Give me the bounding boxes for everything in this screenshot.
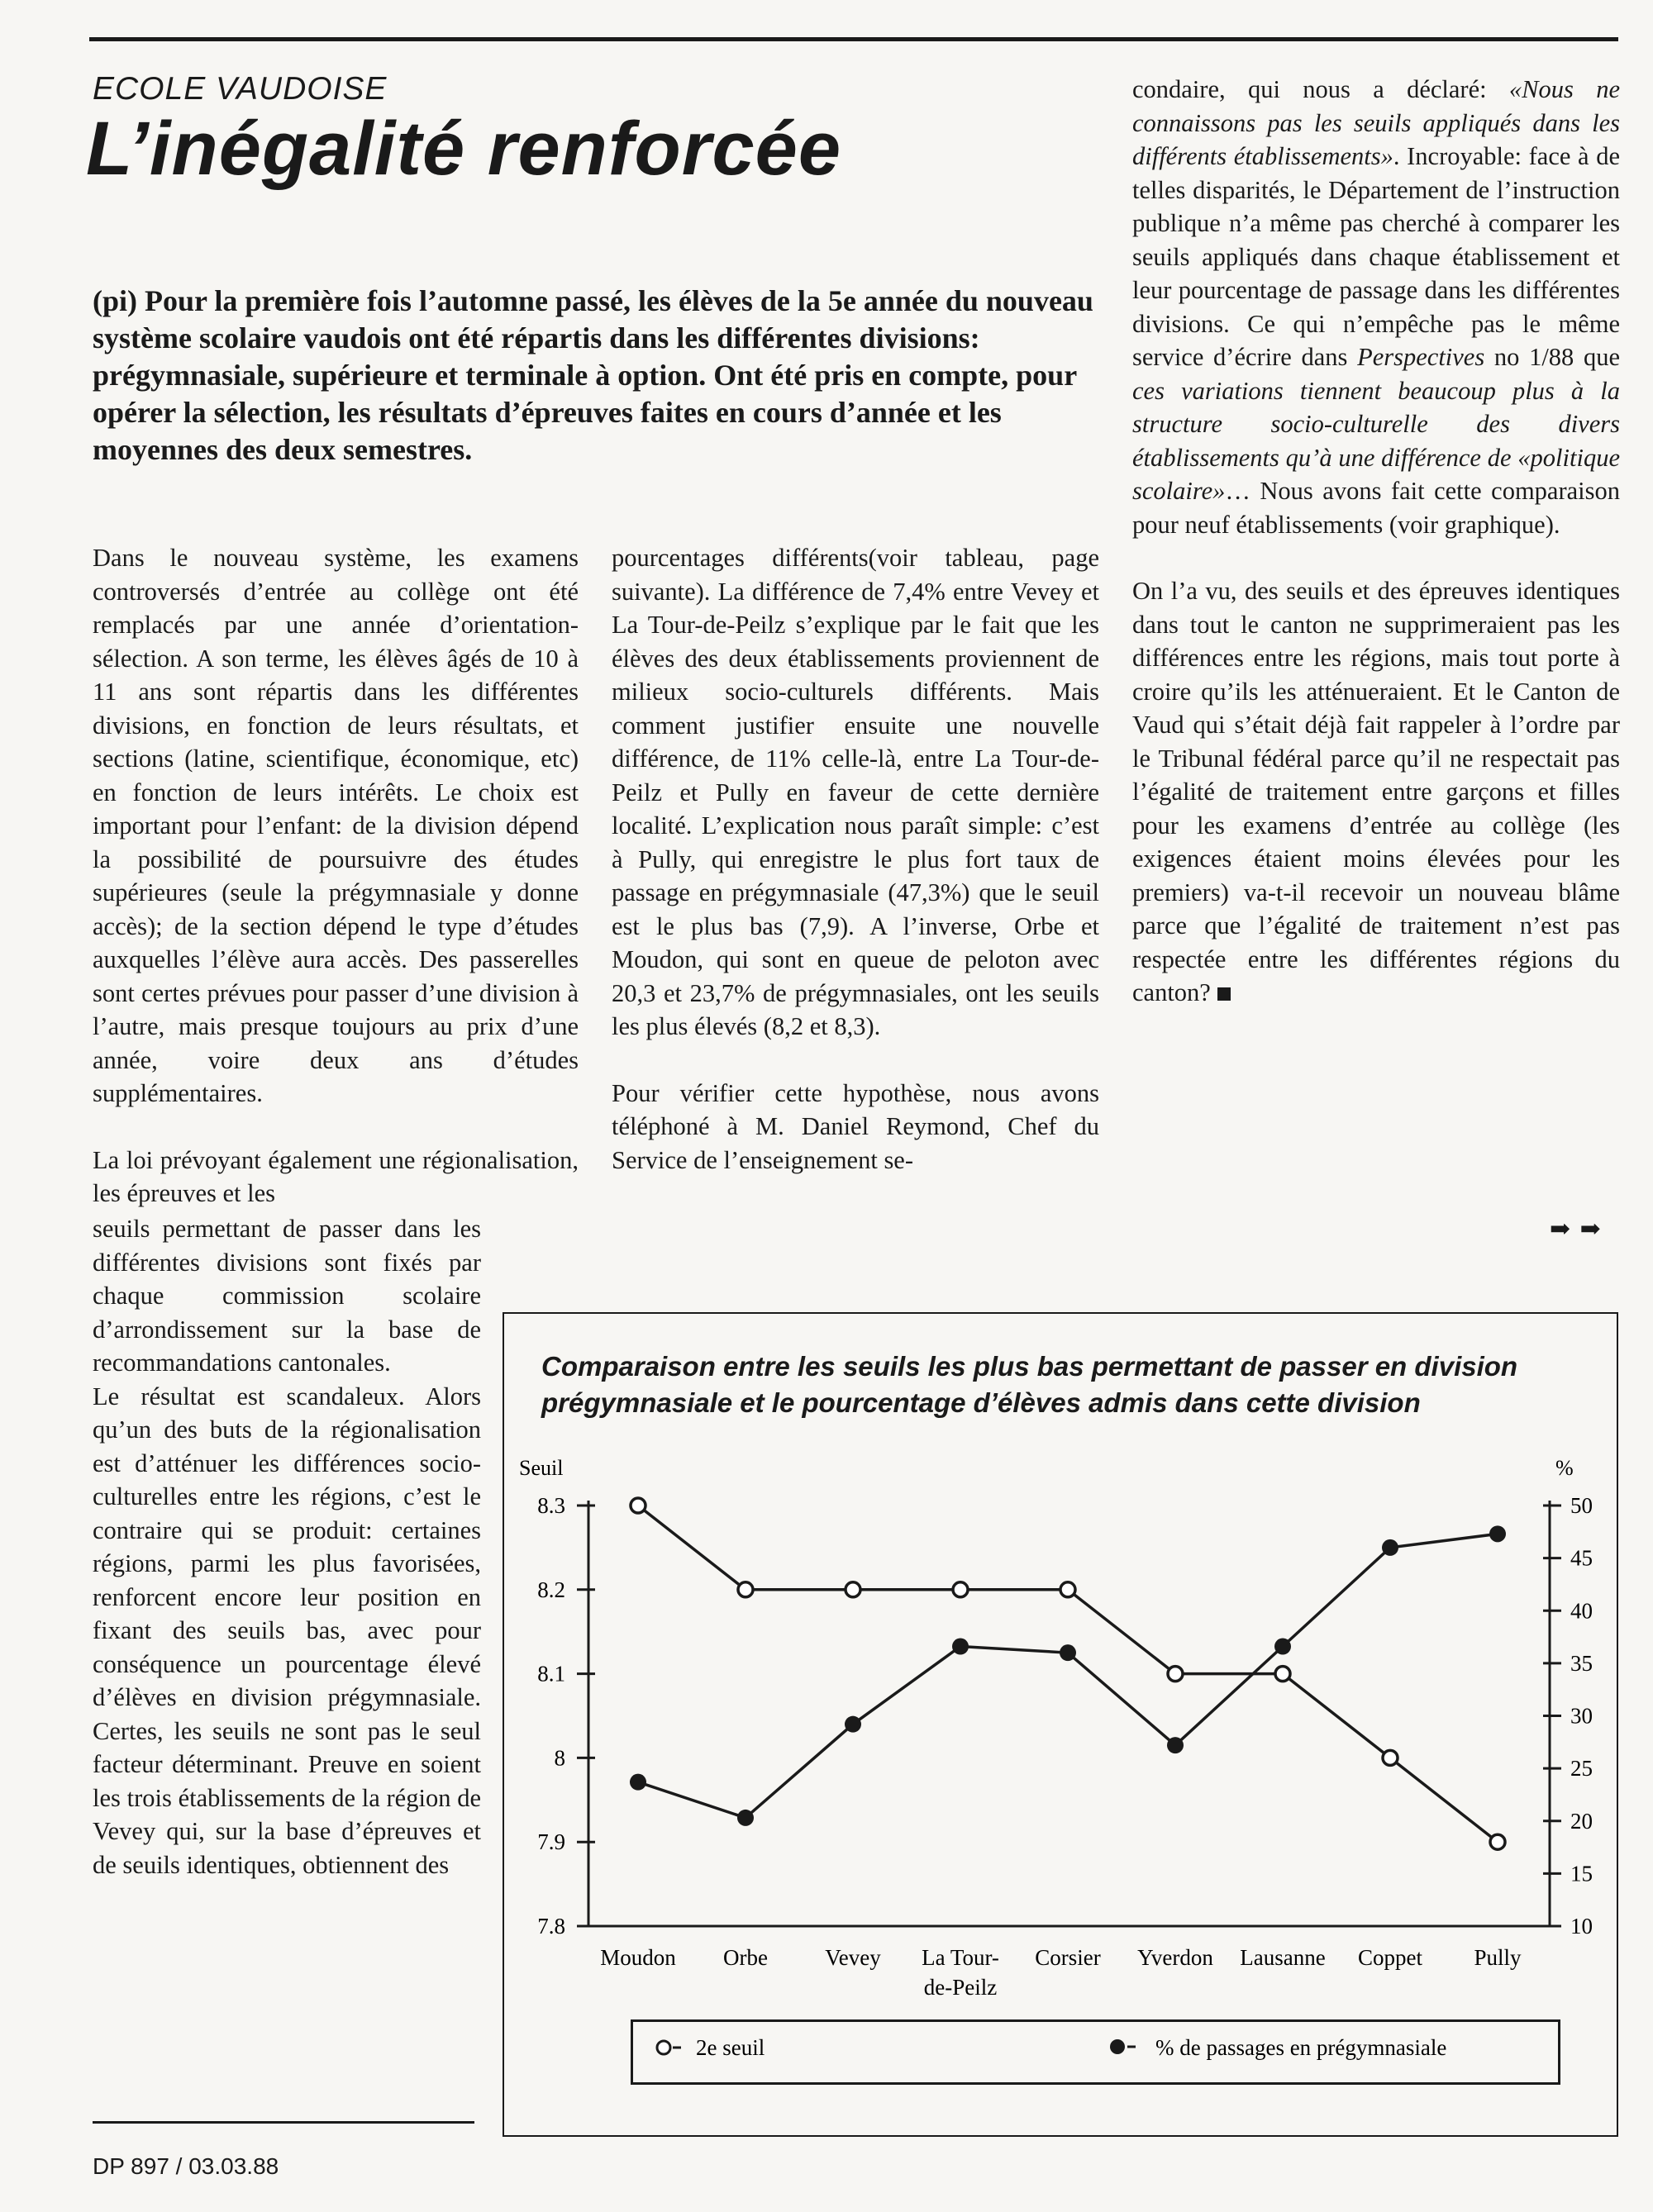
percent-series-line xyxy=(638,1534,1498,1818)
text-run: … Nous avons fait cette comparaison pour neuf établissements (voir graphique). xyxy=(1132,477,1620,539)
article-title: L’inégalité renforcée xyxy=(86,107,842,191)
right-axis-tick-label: 10 xyxy=(1570,1914,1593,1938)
seuil-data-point xyxy=(1275,1667,1290,1682)
body-paragraph: La loi prévoyant également une régionalisation, les épreuves et les xyxy=(93,1145,579,1207)
seuil-data-point xyxy=(631,1498,645,1513)
seuil-data-point xyxy=(1383,1750,1398,1765)
seuil-data-point xyxy=(953,1582,968,1597)
quote: «Nous ne connaissons pas les seuils appliqués dans les différents établissements» xyxy=(1132,75,1620,170)
x-axis-category-label: Vevey xyxy=(825,1945,881,1970)
percent-data-point xyxy=(1060,1644,1076,1661)
body-paragraph: Le résultat est scandaleux. Alors qu’un des buts de la régionalisation est d’atténuer les différences socio-culturelles entre les régions, c’est le contraire qui se produit: certaines régions, parmi les plus favorisées, renforcent encore leur position en fixant des seuils bas, avec pour conséquence un pourcentage élevé d’élèves en division prégymnasiale. Certes, les seuils ne sont pas le seul facteur déterminant. Preuve en soient les trois établissements de la région de Vevey qui, sur la base d’épreuves et de seuils identiques, obtiennent des xyxy=(93,1382,481,1879)
section-kicker: ECOLE VAUDOISE xyxy=(93,71,388,107)
percent-data-point xyxy=(1382,1539,1398,1556)
percent-data-point xyxy=(1167,1737,1184,1753)
body-paragraph: Dans le nouveau système, les examens controversés d’entrée au collège ont été remplacés par une année d’orientation-sélection. A son terme, les élèves âgés de 10 à 11 ans sont répartis dans les différentes divisions, en fonction de leurs résultats, et sections (latine, scientifique, économique, etc) en fonction de leurs intérêts. Le choix est important pour l’enfant: de la division dépend la possibilité de poursuivre des études supérieures (seule la prégymnasiale y donne accès); de la section dépend le type d’études auxquelles l’élève aura accès. Des passerelles sont certes prévues pour passer d’une division à l’autre, mais presque toujours au prix d’une année, voire deux ans d’études supplémentaires. xyxy=(93,544,579,1107)
body-paragraph: Pour vérifier cette hypothèse, nous avons téléphoné à M. Daniel Reymond, Chef du Service de l’enseignement se- xyxy=(612,1078,1099,1174)
x-axis-category-label: de-Peilz xyxy=(923,1975,998,2000)
left-axis-label: Seuil xyxy=(519,1456,564,1480)
right-axis-tick-label: 35 xyxy=(1570,1650,1593,1676)
right-axis-tick-label: 45 xyxy=(1570,1545,1593,1571)
x-axis-category-label: Corsier xyxy=(1035,1945,1101,1970)
legend-label-percent: % de passages en prégymnasiale xyxy=(1155,2035,1447,2060)
left-axis-tick-label: 8.1 xyxy=(537,1661,565,1686)
seuil-data-point xyxy=(1168,1667,1183,1682)
x-axis-category-label: La Tour- xyxy=(922,1945,999,1970)
legend-label-seuil: 2e seuil xyxy=(696,2035,765,2060)
body-paragraph: pourcentages différents(voir tableau, page suivante). La différence de 7,4% entre Vevey et La Tour-de-Peilz s’explique par le fait que les élèves des deux établissements proviennent de milieux socio-culturels différents. Mais comment justifier ensuite une nouvelle différence, de 11% celle-là, entre La Tour-de-Peilz et Pully en faveur de cette dernière localité. L’explication nous paraît simple: c’est à Pully, qui enregistre le plus fort taux de passage en prégymnasiale (47,3%) que le seuil est le plus bas (7,9). A l’inverse, Orbe et Moudon, qui sont en queue de peloton avec 20,3 et 23,7% de prégymnasiales, ont les seuils les plus élevés (8,2 et 8,3). xyxy=(612,544,1099,1040)
percent-data-point xyxy=(845,1716,861,1733)
text-run: On l’a vu, des seuils et des épreuves identiques dans tout le canton ne supprimeraient pas les différences entre les régions, mais tout porte à croire qu’ils les atténueraient. Et le Canton de Vaud qui s’était déjà fait rappeler à l’ordre par le Tribunal fédéral parce qu’il ne respectait pas l’égalité de traitement entre garçons et filles pour les examens d’entrée au collège (les exigences étaient moins élevées pour les premiers) va-t-il recevoir un nouveau blâme parce que l’égalité de traitement n’est pas respectée entre les différentes régions du canton? xyxy=(1132,577,1620,1006)
left-axis-tick-label: 8 xyxy=(554,1745,565,1771)
seuil-data-point xyxy=(846,1582,860,1597)
seuil-data-point xyxy=(1490,1834,1505,1849)
left-axis-tick-label: 7.9 xyxy=(537,1829,565,1855)
text-run: no 1/88 que xyxy=(1484,343,1620,371)
chart-legend xyxy=(631,2019,1560,2085)
percent-data-point xyxy=(1274,1639,1291,1655)
left-axis-tick-label: 8.2 xyxy=(537,1577,565,1602)
right-axis-tick-label: 15 xyxy=(1570,1861,1593,1886)
seuil-data-point xyxy=(1060,1582,1075,1597)
percent-data-point xyxy=(737,1810,754,1826)
seuil-series-line xyxy=(638,1506,1498,1842)
percent-data-point xyxy=(1489,1525,1506,1542)
chart-title: Comparaison entre les seuils les plus bas permettant de passer en division prégymnasiale et le pourcentage d’élèves admis dans cette division xyxy=(541,1351,1518,1418)
x-axis-category-label: Lausanne xyxy=(1240,1945,1326,1970)
right-axis-tick-label: 20 xyxy=(1570,1808,1593,1834)
lead-text: (pi) Pour la première fois l’automne passé, les élèves de la 5e année du nouveau système scolaire vaudois ont été répartis dans les différentes divisions: prégymnasiale, supérieure et terminale à option. Ont été pris en compte, pour opérer la sélection, les résultats d’épreuves faites en cours d’année et les moyennes des deux semestres. xyxy=(93,284,1093,466)
right-axis-tick-label: 50 xyxy=(1570,1493,1593,1518)
percent-data-point xyxy=(952,1639,969,1655)
x-axis-category-label: Moudon xyxy=(600,1945,676,1970)
right-axis-label: % xyxy=(1555,1456,1574,1480)
page-footer: DP 897 / 03.03.88 xyxy=(93,2153,279,2179)
x-axis-category-label: Yverdon xyxy=(1137,1945,1213,1970)
body-paragraph: seuils permettant de passer dans les différentes divisions sont fixés par chaque commission scolaire d’arrondissement sur la base de recommandations cantonales. xyxy=(93,1215,481,1377)
quote: ces variations tiennent beaucoup plus à la structure socio-culturelle des divers établissements qu’à une différence de «politique scolaire» xyxy=(1132,376,1620,505)
x-axis-category-label: Pully xyxy=(1474,1945,1522,1970)
x-axis-category-label: Orbe xyxy=(723,1945,768,1970)
right-axis-tick-label: 30 xyxy=(1570,1703,1593,1729)
right-axis-tick-label: 40 xyxy=(1570,1598,1593,1624)
seuil-data-point xyxy=(738,1582,753,1597)
continue-arrows-icon: ➡ ➡ xyxy=(1550,1215,1603,1243)
right-axis-tick-label: 25 xyxy=(1570,1756,1593,1781)
bottom-rule xyxy=(93,2121,474,2124)
text-run: condaire, qui nous a déclaré: xyxy=(1132,75,1509,103)
text-run: . Incroyable: face à de telles disparités, le Département de l’instruction publique n’a même pas cherché à comparer les seuils appliqués dans chaque établissement et leur pourcentage de passage dans les différentes divisions. Ce qui n’empêche pas le même service d’écrire dans xyxy=(1132,142,1620,371)
publication-name: Perspectives xyxy=(1357,343,1485,371)
left-axis-tick-label: 8.3 xyxy=(537,1493,565,1518)
percent-data-point xyxy=(630,1774,646,1791)
x-axis-category-label: Coppet xyxy=(1358,1945,1422,1970)
left-axis-tick-label: 7.8 xyxy=(537,1914,565,1938)
